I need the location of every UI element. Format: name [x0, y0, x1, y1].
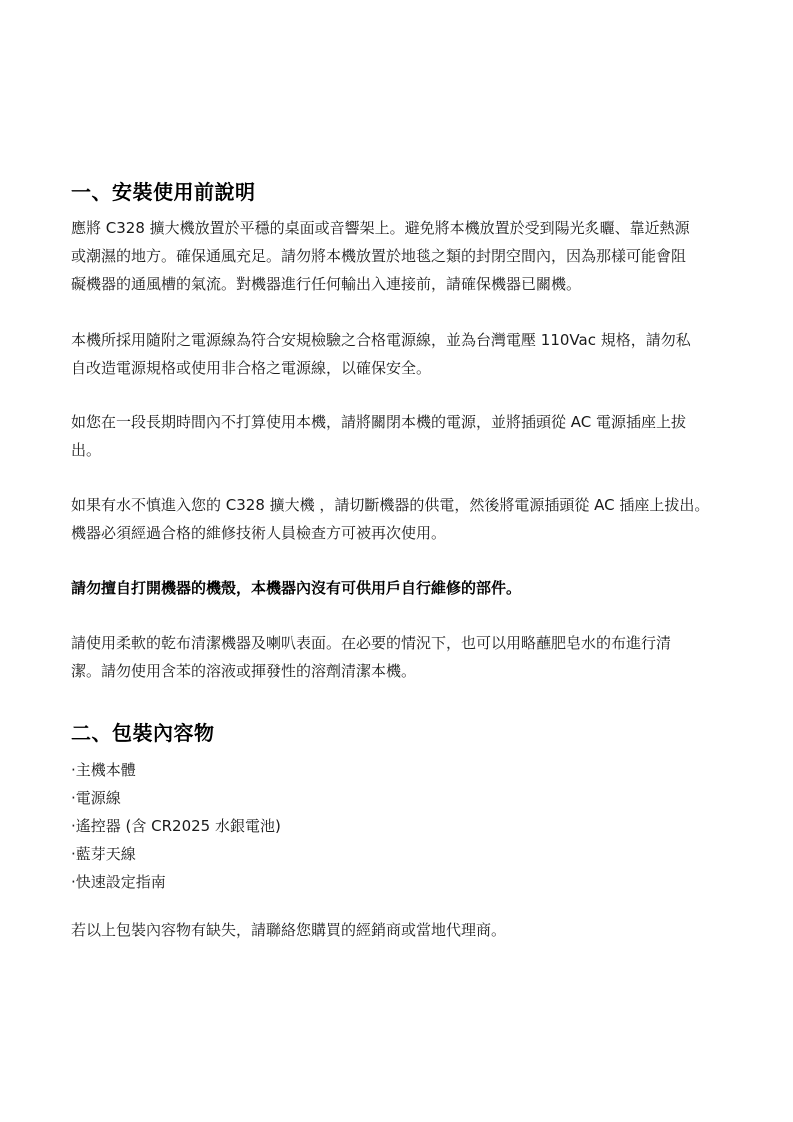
long-unused-paragraph [71, 408, 723, 464]
placement-line: 或潮濕的地方。確保通風充足。請勿將本機放置於地毯之類的封閉空間內，因為那樣可能會阻 [71, 247, 687, 265]
section-heading-package-contents: 二、包裝內容物 [71, 721, 215, 745]
power-cord-line: 自改造電源規格或使用非合格之電源線，以確保安全。 [71, 359, 432, 377]
list-item: ‧遙控器 (含 CR2025 水銀電池) [71, 817, 281, 835]
placement-line: 應將 C328 擴大機放置於平穩的桌面或音響架上。避免將本機放置於受到陽光炙曬、靠近熱源 [71, 219, 690, 237]
water-line: 如果有水不慎進入您的 C328 擴大機 ，請切斷機器的供電，然後將電源插頭從 AC 插座上拔出。 [71, 496, 710, 514]
placement-line: 礙機器的通風槽的氣流。對機器進行任何輸出入連接前，請確保機器已關機。 [71, 275, 582, 293]
placement-paragraph [71, 214, 723, 298]
list-item: ‧主機本體 [71, 761, 136, 779]
list-item: ‧快速設定指南 [71, 873, 166, 891]
power-cord-paragraph [71, 326, 723, 382]
list-item: ‧藍芽天線 [71, 845, 136, 863]
missing-contents-note [71, 916, 723, 944]
cleaning-paragraph [71, 629, 723, 685]
warning-text: 請勿擅自打開機器的機殼，本機器內沒有可供用戶自行維修的部件。 [71, 579, 522, 597]
cleaning-line: 潔。請勿使用含苯的溶液或揮發性的溶劑清潔本機。 [71, 662, 417, 680]
cleaning-line: 請使用柔軟的乾布清潔機器及喇叭表面。在必要的情況下，也可以用略蘸肥皂水的布進行清 [71, 634, 672, 652]
section-heading-installation: 一、安裝使用前說明 [71, 180, 256, 204]
missing-contents-text: 若以上包裝內容物有缺失，請聯絡您購買的經銷商或當地代理商。 [71, 921, 507, 939]
long-unused-line: 如您在一段長期時間內不打算使用本機，請將關閉本機的電源，並將插頭從 AC 電源插座上拔 [71, 413, 687, 431]
water-paragraph [71, 491, 723, 547]
water-line: 機器必須經過合格的維修技術人員檢查方可被再次使用。 [71, 524, 447, 542]
warning-paragraph [71, 574, 723, 602]
package-contents-list [71, 756, 281, 896]
list-item: ‧電源線 [71, 789, 121, 807]
power-cord-line: 本機所採用隨附之電源線為符合安規檢驗之合格電源線，並為台灣電壓 110Vac 規格，請勿私 [71, 331, 691, 349]
long-unused-line: 出。 [71, 441, 102, 459]
